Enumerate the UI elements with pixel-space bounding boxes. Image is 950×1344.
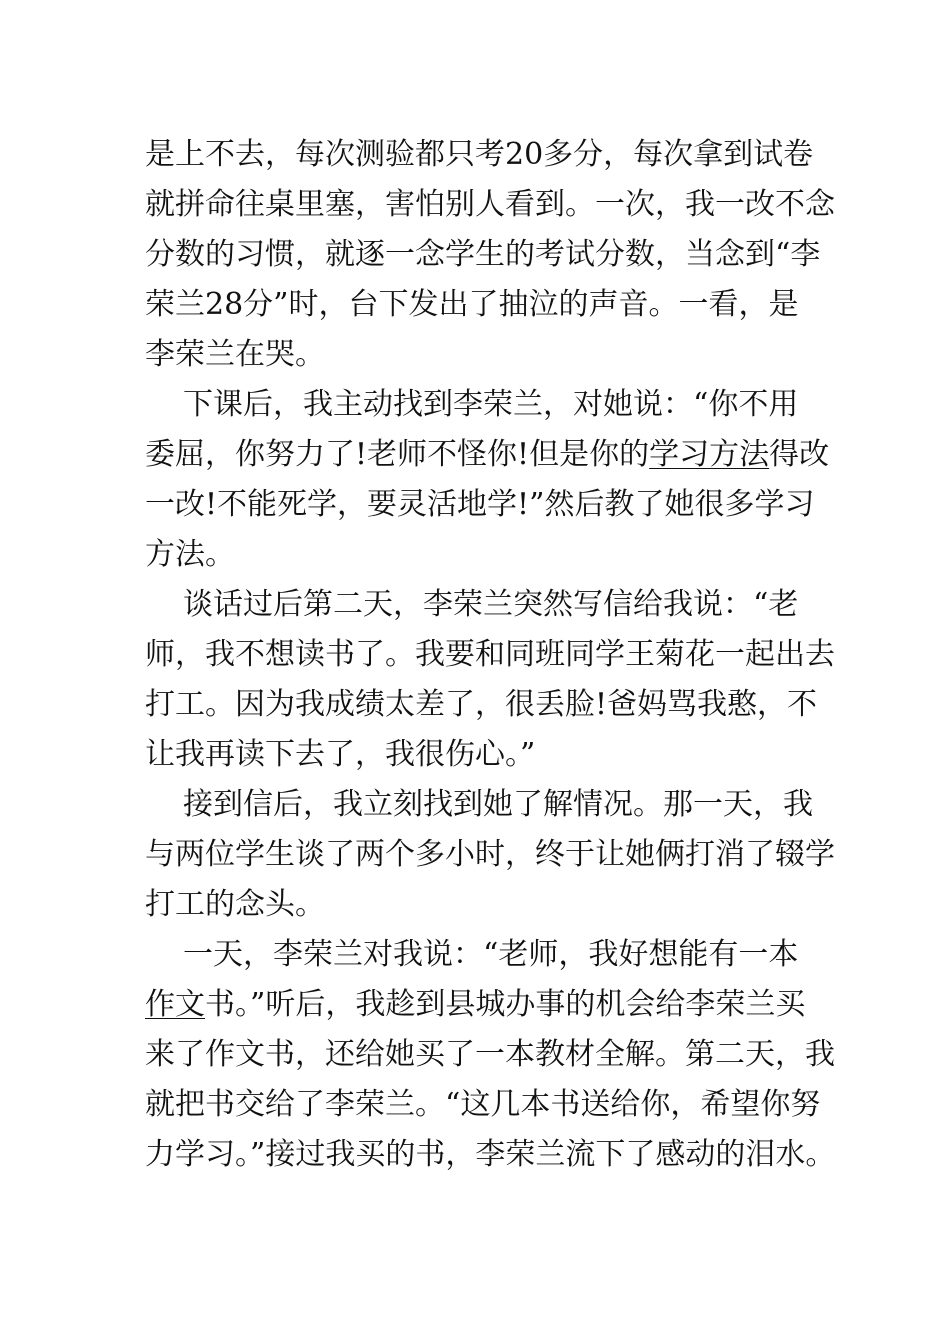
paragraph-line: 师，我不想读书了。我要和同班同学王菊花一起出去	[145, 637, 835, 672]
text-segment: 书。”听后，我趁到县城办事的机会给李荣兰买	[205, 987, 806, 1022]
paragraph-line: 分数的习惯，就逐一念学生的考试分数，当念到“李	[145, 237, 821, 272]
paragraph-line: 是上不去，每次测验都只考20多分，每次拿到试卷	[145, 137, 814, 172]
link-study-method[interactable]: 学习方法	[649, 437, 770, 472]
paragraph-line: 就拼命往桌里塞，害怕别人看到。一次，我一改不念	[145, 187, 835, 222]
paragraph-line: 方法。	[145, 537, 235, 572]
paragraph-line-with-link	[145, 980, 845, 1030]
paragraph-line: 与两位学生谈了两个多小时，终于让她俩打消了辍学	[145, 837, 835, 872]
paragraph-line: 接到信后，我立刻找到她了解情况。那一天，我	[183, 787, 813, 822]
document-body	[145, 130, 845, 1180]
link-composition[interactable]: 作文	[145, 987, 205, 1022]
paragraph-line: 谈话过后第二天，李荣兰突然写信给我说：“老	[183, 587, 799, 622]
paragraph-line: 李荣兰在哭。	[145, 337, 325, 372]
paragraph-line: 荣兰28分”时，台下发出了抽泣的声音。一看，是	[145, 287, 799, 322]
paragraph-line: 一天，李荣兰对我说：“老师，我好想能有一本	[183, 937, 799, 972]
paragraph-line: 力学习。”接过我买的书，李荣兰流下了感动的泪水。	[145, 1137, 836, 1172]
paragraph-line: 打工。因为我成绩太差了，很丢脸!爸妈骂我憨，不	[145, 687, 818, 722]
paragraph-line: 下课后，我主动找到李荣兰，对她说：“你不用	[183, 387, 799, 422]
paragraph-line: 就把书交给了李荣兰。“这几本书送给你，希望你努	[145, 1087, 821, 1122]
text-segment: 委屈，你努力了!老师不怪你!但是你的	[145, 437, 650, 472]
text-segment: 得改	[769, 437, 830, 472]
paragraph-line: 一改!不能死学，要灵活地学!”然后教了她很多学习	[145, 487, 815, 522]
paragraph-line: 来了作文书，还给她买了一本教材全解。第二天，我	[145, 1037, 835, 1072]
paragraph-line: 打工的念头。	[145, 887, 325, 922]
paragraph-line: 让我再读下去了，我很伤心。”	[145, 737, 536, 772]
paragraph-line-with-link	[145, 430, 845, 480]
